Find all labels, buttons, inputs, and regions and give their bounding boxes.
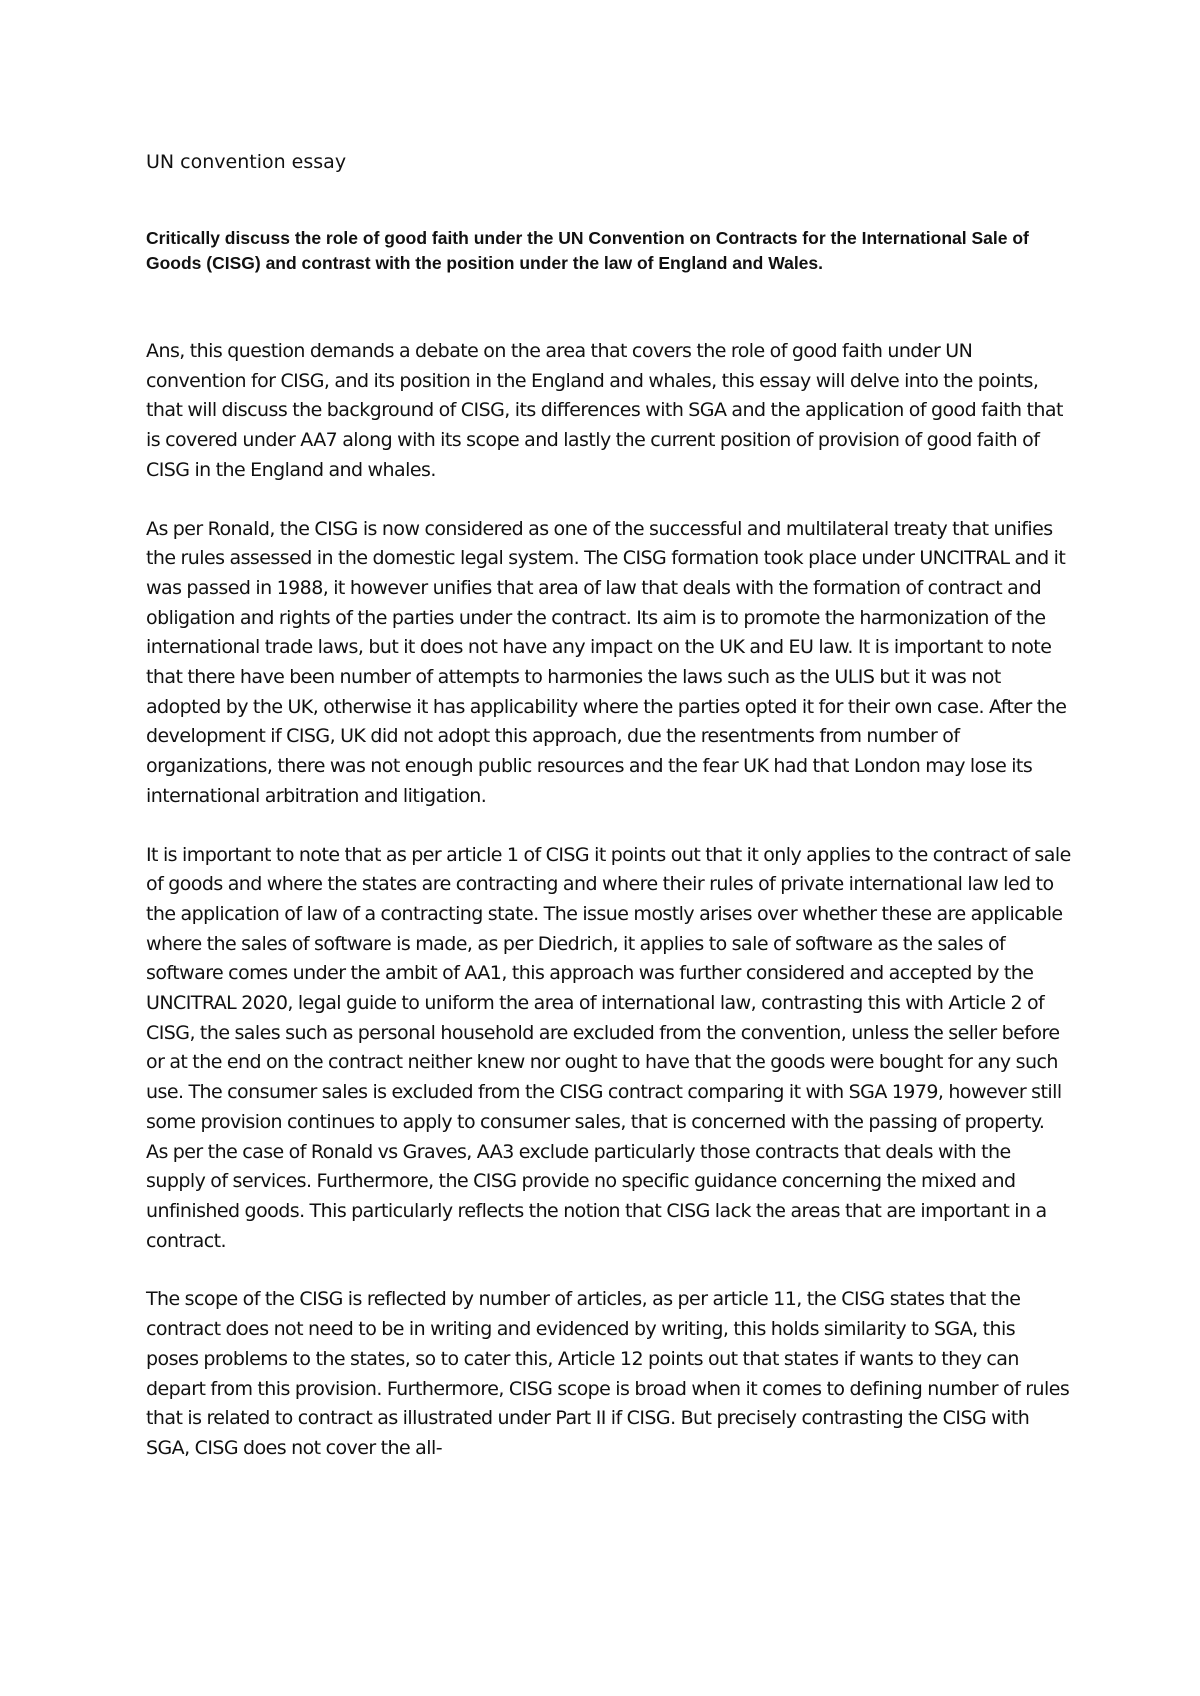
essay-question: Critically discuss the role of good faith under the UN Convention on Contracts for the International Sale of Goods (CISG) and contrast with the position under the law of England and Wales.	[146, 228, 1029, 273]
paragraph-introduction: Ans, this question demands a debate on the area that covers the role of good faith under UN convention for CISG, and its position in the England and whales, this essay will delve into the points, that will discuss the background of CISG, its differences with SGA and the application of good faith that is covered under AA7 along with its scope and lastly the current position of provision of good faith of CISG in the England and whales.	[146, 340, 1063, 481]
paragraph-article-1: It is important to note that as per article 1 of CISG it points out that it only applies to the contract of sale of goods and where the states are contracting and where their rules of private international law led to the application of law of a contracting state. The issue mostly arises over whether these are applicable where the sales of software is made, as per Diedrich, it applies to sale of software as the sales of software comes under the ambit of AA1, this approach was further considered and accepted by the UNCITRAL 2020, legal guide to uniform the area of international law, contrasting this with Article 2 of CISG, the sales such as personal household are excluded from the convention, unless the seller before or at the end on the contract neither knew nor ought to have that the goods were bought for any such use. The consumer sales is excluded from the CISG contract comparing it with SGA 1979, however still some provision continues to apply to consumer sales, that is concerned with the passing of property. As per the case of Ronald vs Graves, AA3 exclude particularly those contracts that deals with the supply of services. Furthermore, the CISG provide no specific guidance concerning the mixed and unfinished goods. This particularly reflects the notion that CISG lack the areas that are important in a contract.	[146, 843, 1071, 1252]
paragraph-background: As per Ronald, the CISG is now considered as one of the successful and multilateral treaty that unifies the rules assessed in the domestic legal system. The CISG formation took place under UNCITRAL and it was passed in 1988, it however unifies that area of law that deals with the formation of contract and obligation and rights of the parties under the contract. Its aim is to promote the harmonization of the international trade laws, but it does not have any impact on the UK and EU law. It is important to note that there have been number of attempts to harmonies the laws such as the ULIS but it was not adopted by the UK, otherwise it has applicability where the parties opted it for their own case. After the development if CISG, UK did not adopt this approach, due the resentments from number of organizations, there was not enough public resources and the fear UK had that London may lose its international arbitration and litigation.	[146, 517, 1067, 807]
paragraph-scope: The scope of the CISG is reflected by number of articles, as per article 11, the CISG states that the contract does not need to be in writing and evidenced by writing, this holds similarity to SGA, this poses problems to the states, so to cater this, Article 12 points out that states if wants to they can depart from this provision. Furthermore, CISG scope is broad when it comes to defining number of rules that is related to contract as illustrated under Part II if CISG. But precisely contrasting the CISG with SGA, CISG does not cover the all-	[146, 1288, 1070, 1459]
document-body	[146, 148, 1071, 1464]
document-title: UN convention essay	[146, 151, 347, 173]
